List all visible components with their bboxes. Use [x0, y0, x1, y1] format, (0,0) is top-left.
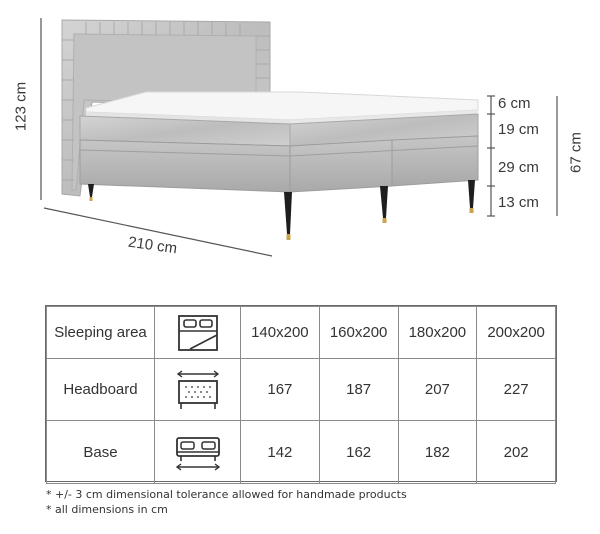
row-label-base: Base: [47, 421, 155, 484]
footnotes: [46, 487, 407, 517]
headboard-width-icon: [155, 359, 241, 421]
base-height-label: 29 cm: [498, 159, 539, 176]
bed-base-width-icon: [155, 421, 241, 484]
table-row: [47, 421, 556, 484]
legs-height-label: 13 cm: [498, 194, 539, 211]
table-row: [47, 307, 556, 359]
cell-sleeping-area-4: 200x200: [477, 307, 556, 359]
size-table: [45, 305, 557, 482]
cell-headboard-1: 167: [241, 359, 320, 421]
cell-base-3: 182: [398, 421, 477, 484]
bed-top-view-icon: [155, 307, 241, 359]
cell-headboard-4: 227: [477, 359, 556, 421]
row-label-sleeping-area: Sleeping area: [47, 307, 155, 359]
cell-base-4: 202: [477, 421, 556, 484]
row-label-headboard: Headboard: [47, 359, 155, 421]
size-table-grid: [46, 306, 556, 484]
cell-sleeping-area-1: 140x200: [241, 307, 320, 359]
total-height-label: 67 cm: [567, 132, 585, 173]
topper-height-label: 6 cm: [498, 95, 531, 112]
length-label: 210 cm: [127, 233, 179, 258]
cell-headboard-2: 187: [319, 359, 398, 421]
tolerance-note: * +/- 3 cm dimensional tolerance allowed for handmade products: [46, 488, 407, 501]
cell-sleeping-area-2: 160x200: [319, 307, 398, 359]
headboard-height-label: 123 cm: [12, 81, 30, 132]
mattress-height-label: 19 cm: [498, 121, 539, 138]
cell-base-1: 142: [241, 421, 320, 484]
units-note: * all dimensions in cm: [46, 503, 168, 516]
cell-headboard-3: 207: [398, 359, 477, 421]
table-row: [47, 359, 556, 421]
cell-sleeping-area-3: 180x200: [398, 307, 477, 359]
cell-base-2: 162: [319, 421, 398, 484]
